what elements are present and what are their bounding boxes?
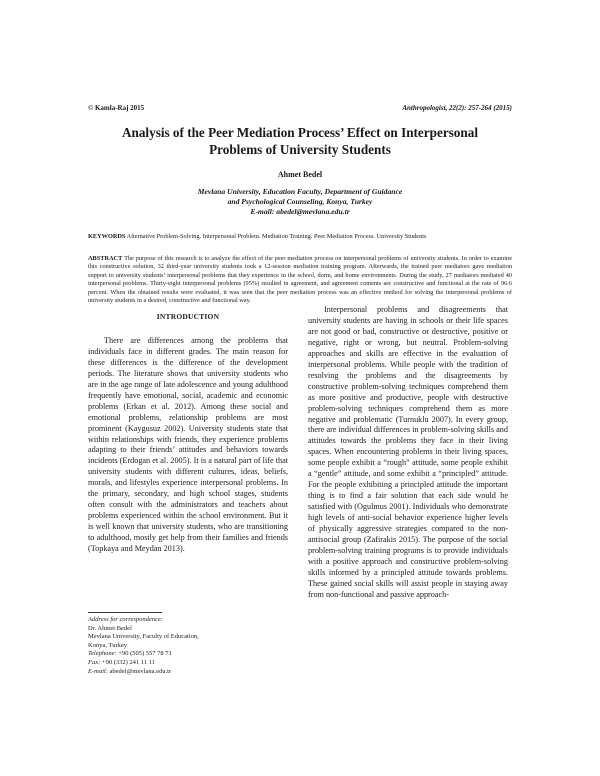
left-column — [88, 312, 288, 555]
correspondence-divider — [88, 612, 162, 613]
fax-value: +90 (332) 241 11 11 — [101, 658, 155, 666]
correspondence-address-2: Konya, Turkey — [88, 641, 128, 649]
correspondence-name: Dr. Ahmet Bedel — [88, 624, 132, 632]
right-column — [308, 305, 508, 601]
author-affiliation — [88, 187, 512, 217]
title-line-1: Analysis of the Peer Mediation Process’ Effect on Interpersonal — [121, 125, 478, 140]
introduction-heading: INTRODUCTION — [156, 312, 220, 321]
journal-citation-header: Anthropologist, 22(2): 257-264 (2015) — [402, 104, 512, 112]
title-line-2: Problems of University Students — [209, 142, 391, 157]
correspondence-email — [88, 668, 288, 677]
telephone-label: Telephone: — [88, 650, 117, 658]
correspondence-fax — [88, 659, 288, 668]
author-name: Ahmet Bedel — [277, 170, 323, 179]
abstract-text: The purpose of this research is to analyze the effect of the peer mediation process on interpersonal problems of university students. In order to examine this constructive solution, 32 third-year university students took a 12-session mediation training program. Afterwards, the trained peer mediators gave mediation support to university students’ interpersonal problems that they experience in the school, dorm, and home environments. During the study, 27 mediators mediated 40 interpersonal problems. Thirty-eight interpersonal problems (95%) resulted in agreement, and agreement contents are constructive and functional at the rate of 96.6 percent. When the obtained results were evaluated, it was seen that the peer mediation process was an effective method for solving the interpersonal problems of university students in a desired, constructive and functional way. — [88, 255, 512, 305]
affiliation-line-1: Mevlana University, Education Faculty, Department of Guidance — [197, 187, 403, 196]
paper-title — [88, 124, 512, 158]
affiliation-line-2: and Psychological Counseling, Konya, Turkey — [227, 197, 373, 206]
email-value: abedel@mevlana.edu.tr — [109, 667, 172, 675]
copyright-header: © Kamla-Raj 2015 — [88, 104, 145, 112]
keywords-block — [88, 233, 512, 241]
email-label: E-mail: — [88, 667, 108, 675]
telephone-value: +90 (505) 557 78 71 — [118, 650, 172, 658]
abstract-label: ABSTRACT — [88, 255, 123, 262]
correspondence-address-1: Mevlana University, Faculty of Education, — [88, 633, 199, 641]
fax-label: Fax: — [88, 658, 101, 666]
affiliation-email: E-mail: abedel@mevlana.edu.tr — [250, 207, 350, 216]
abstract-block — [88, 255, 512, 305]
keywords-label: KEYWORDS — [88, 233, 126, 240]
intro-paragraph-right: Interpersonal problems and disagreements that university students are having in schools or their life spaces are not good or bad, constructive or destructive, positive or negative, right or wrong, but neutral. Problem-solving approaches and skills are effective in the evaluation of interpersonal problems. While people with the tradition of resolving the problems and the disagreements by constructive problem-solving techniques comprehend them as more positive and productive, people with destructive problem-solving techniques comprehend them as more negative and problematic (Turnuklu 2007). In every group, there are individual differences in problem-solving skills and attitudes towards the problems they face in their living spaces. When encountering problems in their living spaces, some people exhibit a “rough” attitude, some people exhibit a “gentle” attitude, and some exhibit a “principled” attitude. For the people exhibiting a principled attitude the important thing is to find a fair solution that each side would be satisfied with (Ogulmus 2001). Individuals who demonstrate high levels of anti-social behavior experience higher levels of physically aggressive strategies compared to the non-antisocial group (Zafirakis 2015). The purpose of the social problem-solving training programs is to provide individuals with a positive approach and constructive problem-solving skills informed by a principled attitude towards problems. These gained social skills will assist people in staying away from non-functional and passive approach- — [308, 305, 508, 599]
correspondence-heading: Address for correspondence: — [88, 616, 163, 623]
intro-paragraph-left: There are differences among the problems that individuals face in different grades. The main reason for these differences is the difference of the development periods. The literature shows that university students who are in the age range of late adolescence and young adulthood frequently have emotional, social, academic and economic problems (Erkan et al. 2012). Among these social and emotional problems, relationship problems are most prominent (Kaygusuz 2002). University students state that within relationships with friends, they experience problems adapting to their friends’ attitudes and behaviors towards incidents (Erdogan et al. 2005). It is a natural part of life that university students with different cultures, ideas, beliefs, morals, and lifestyles experience interpersonal problems. In the primary, secondary, and high school stages, students often consult with the administrators and teachers about problems experienced within the school environment. But it is well known that university students, who are transitioning to adulthood, mostly get help from their families and friends (Topkaya and Meydan 2013). — [88, 335, 288, 554]
correspondence-telephone — [88, 650, 288, 659]
correspondence-block — [88, 616, 288, 676]
keywords-text: Alternative Problem-Solving. Interpersonal Problem. Mediation Training. Peer Mediation Process. University Students — [126, 233, 427, 240]
